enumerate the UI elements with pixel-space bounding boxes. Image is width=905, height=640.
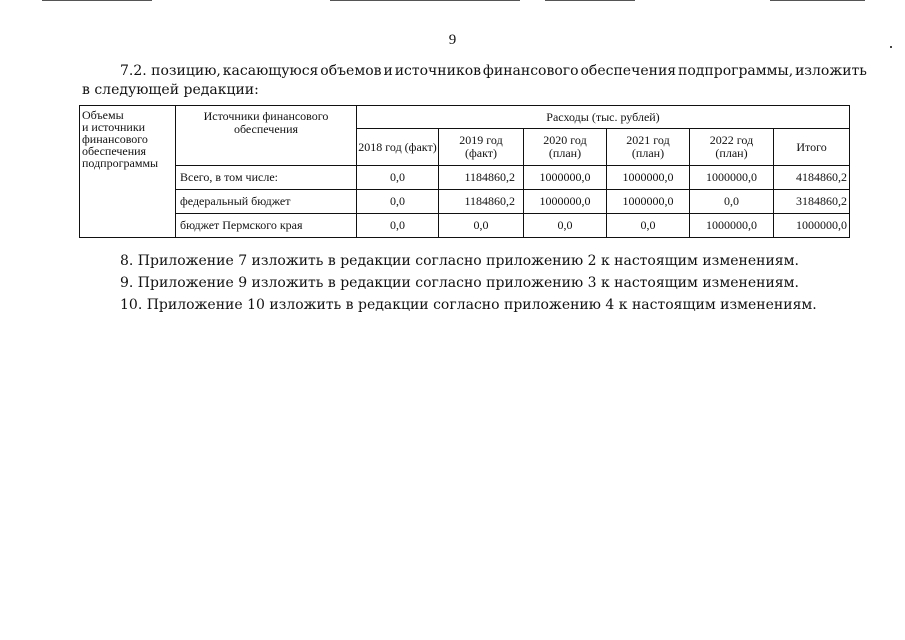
intro-word: и [383,63,393,79]
table-cell: 1000000,0 [690,166,774,190]
table-cell: 4184860,2 [774,166,850,190]
year-header-2021 [607,129,690,166]
list-item: 9. Приложение 9 изложить в редакции согласно приложению 3 к настоящим изменениям. [120,275,799,291]
expenses-header: Расходы (тыс. рублей) [357,106,850,129]
label-line: обеспечения [82,144,147,158]
table-cell: 1000000,0 [524,166,607,190]
table-cell: 1184860,2 [439,190,524,214]
table-row [80,214,850,238]
intro-word: изложить [795,63,867,79]
year-header-2018 [357,129,439,166]
scan-edge-line [545,0,635,1]
financing-table [79,105,850,238]
table-cell: 1000000,0 [607,190,690,214]
intro-word: 7.2. позицию, [120,63,221,79]
table-cell: 0,0 [607,214,690,238]
scan-edge-line [330,0,520,1]
year-header-2020 [524,129,607,166]
table-cell: 0,0 [357,190,439,214]
table-cell: 0,0 [439,214,524,238]
table-cell: 1000000,0 [774,214,850,238]
list-item: 8. Приложение 7 изложить в редакции согласно приложению 2 к настоящим изменениям. [120,253,799,269]
intro-paragraph [82,62,867,100]
header-line: (факт) [464,146,497,160]
sources-header [176,106,357,166]
header-line: 2019 год [459,133,503,147]
year-header-2022 [690,129,774,166]
table-cell: 0,0 [524,214,607,238]
table-cell: 1000000,0 [690,214,774,238]
row-label: федеральный бюджет [176,190,357,214]
table-cell: 1000000,0 [607,166,690,190]
table-cell: 0,0 [357,214,439,238]
header-line: (план) [548,146,582,160]
table-cell: 1000000,0 [524,190,607,214]
table-row [80,190,850,214]
intro-line-2: в следующей редакции: [82,82,259,98]
intro-word: объемов [320,63,382,79]
row-label: Всего, в том числе: [176,166,357,190]
intro-word: финансового [482,63,579,79]
label-line: и источники [82,120,146,134]
header-line: 2022 год [709,133,754,147]
table-cell: 1184860,2 [439,166,524,190]
intro-word: подпрограммы, [678,63,794,79]
header-line: (план) [631,146,665,160]
intro-line-1 [82,62,867,81]
label-line: Объемы [82,108,124,122]
header-line: Источники финансового [203,109,329,123]
header-line: (план) [715,146,748,160]
label-line: подпрограммы [82,156,159,170]
amendment-items [120,250,817,316]
label-line: финансового [82,132,148,146]
scan-edge-line [42,0,152,1]
intro-word: касающуюся [222,63,319,79]
scan-edge-line [770,0,865,1]
header-line: 2021 год [626,133,670,147]
total-header [774,129,850,166]
header-line: 2018 год (факт) [358,139,437,154]
page-number: 9 [448,32,457,48]
table-row [80,166,850,190]
header-line: 2020 год [543,133,587,147]
funding-volumes-label [80,106,176,238]
row-label: бюджет Пермского края [176,214,357,238]
year-header-2019 [439,129,524,166]
header-line: обеспечения [233,122,299,136]
table-cell: 3184860,2 [774,190,850,214]
table-cell: 0,0 [690,190,774,214]
header-line: Итого [796,139,827,154]
intro-word: обеспечения [580,63,677,79]
intro-word: источников [394,63,482,79]
list-item: 10. Приложение 10 изложить в редакции согласно приложению 4 к настоящим изменениям. [120,297,817,313]
table-cell: 0,0 [357,166,439,190]
